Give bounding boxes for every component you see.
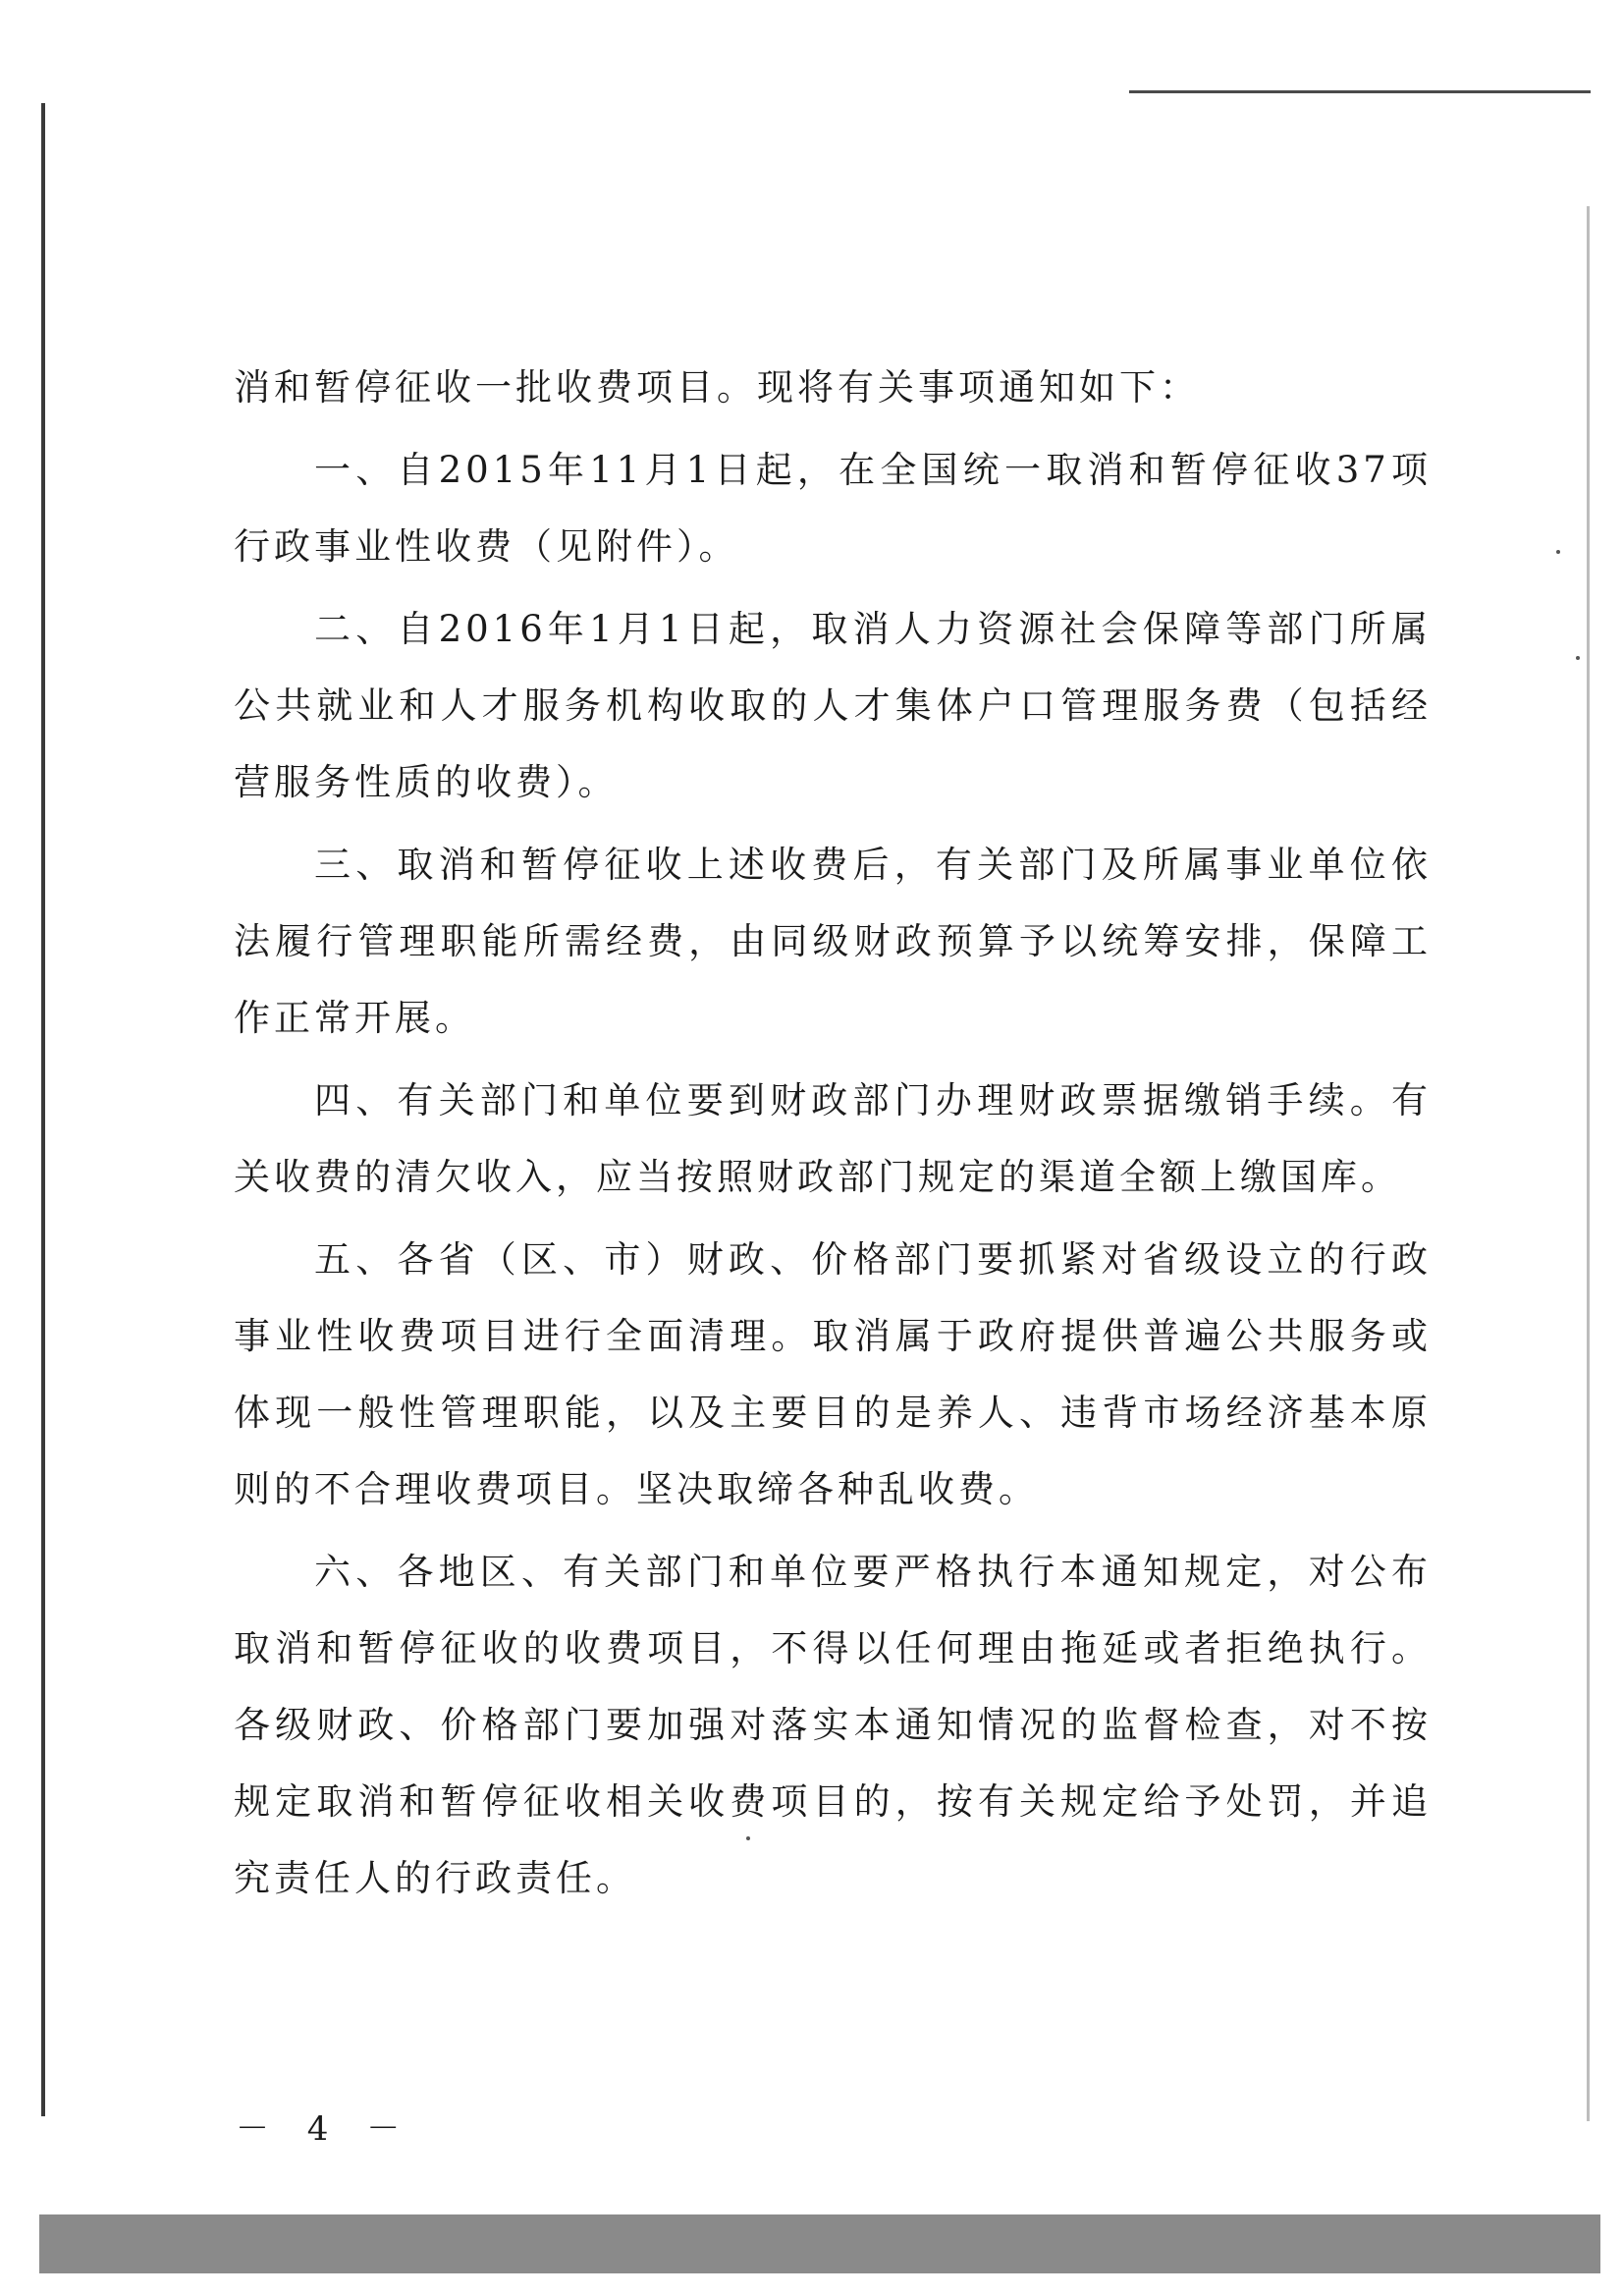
scan-edge-right — [1587, 206, 1590, 2121]
paragraph-item-5: 五、各省（区、市）财政、价格部门要抓紧对省级设立的行政事业性收费项目进行全面清理。取消属于政府提供普遍公共服务或体现一般性管理职能，以及主要目的是养人、违背市场经济基本原则的不合理收费项目。坚决取缔各种乱收费。 — [234, 1238, 1432, 1510]
paragraph-item-4: 四、有关部门和单位要到财政部门办理财政票据缴销手续。有关收费的清欠收入，应当按照财政部门规定的渠道全额上缴国库。 — [234, 1079, 1432, 1198]
page-number: － 4 － — [236, 2109, 414, 2149]
paragraph-item-3: 三、取消和暂停征收上述收费后，有关部门及所属事业单位依法履行管理职能所需经费，由同级财政预算予以统筹安排，保障工作正常开展。 — [234, 844, 1432, 1039]
paragraph-item-2: 二、自2016年1月1日起，取消人力资源社会保障等部门所属公共就业和人才服务机构收取的人才集体户口管理服务费（包括经营服务性质的收费）。 — [234, 608, 1432, 803]
scan-speck — [1576, 656, 1580, 660]
scan-edge-left — [41, 103, 45, 2116]
paragraph-item-1: 一、自2015年11月1日起，在全国统一取消和暂停征收37项行政事业性收费（见附件）。 — [234, 449, 1432, 568]
scan-edge-bottom — [39, 2214, 1600, 2273]
paragraph-intro: 消和暂停征收一批收费项目。现将有关事项通知如下： — [234, 366, 1200, 409]
scan-edge-top — [1129, 90, 1591, 93]
document-body — [234, 350, 1432, 1923]
paragraph-item-6: 六、各地区、有关部门和单位要严格执行本通知规定，对公布取消和暂停征收的收费项目，不得以任何理由拖延或者拒绝执行。各级财政、价格部门要加强对落实本通知情况的监督检查，对不按规定取消和暂停征收相关收费项目的，按有关规定给予处罚，并追究责任人的行政责任。 — [234, 1551, 1432, 1899]
scan-speck — [1556, 550, 1560, 554]
